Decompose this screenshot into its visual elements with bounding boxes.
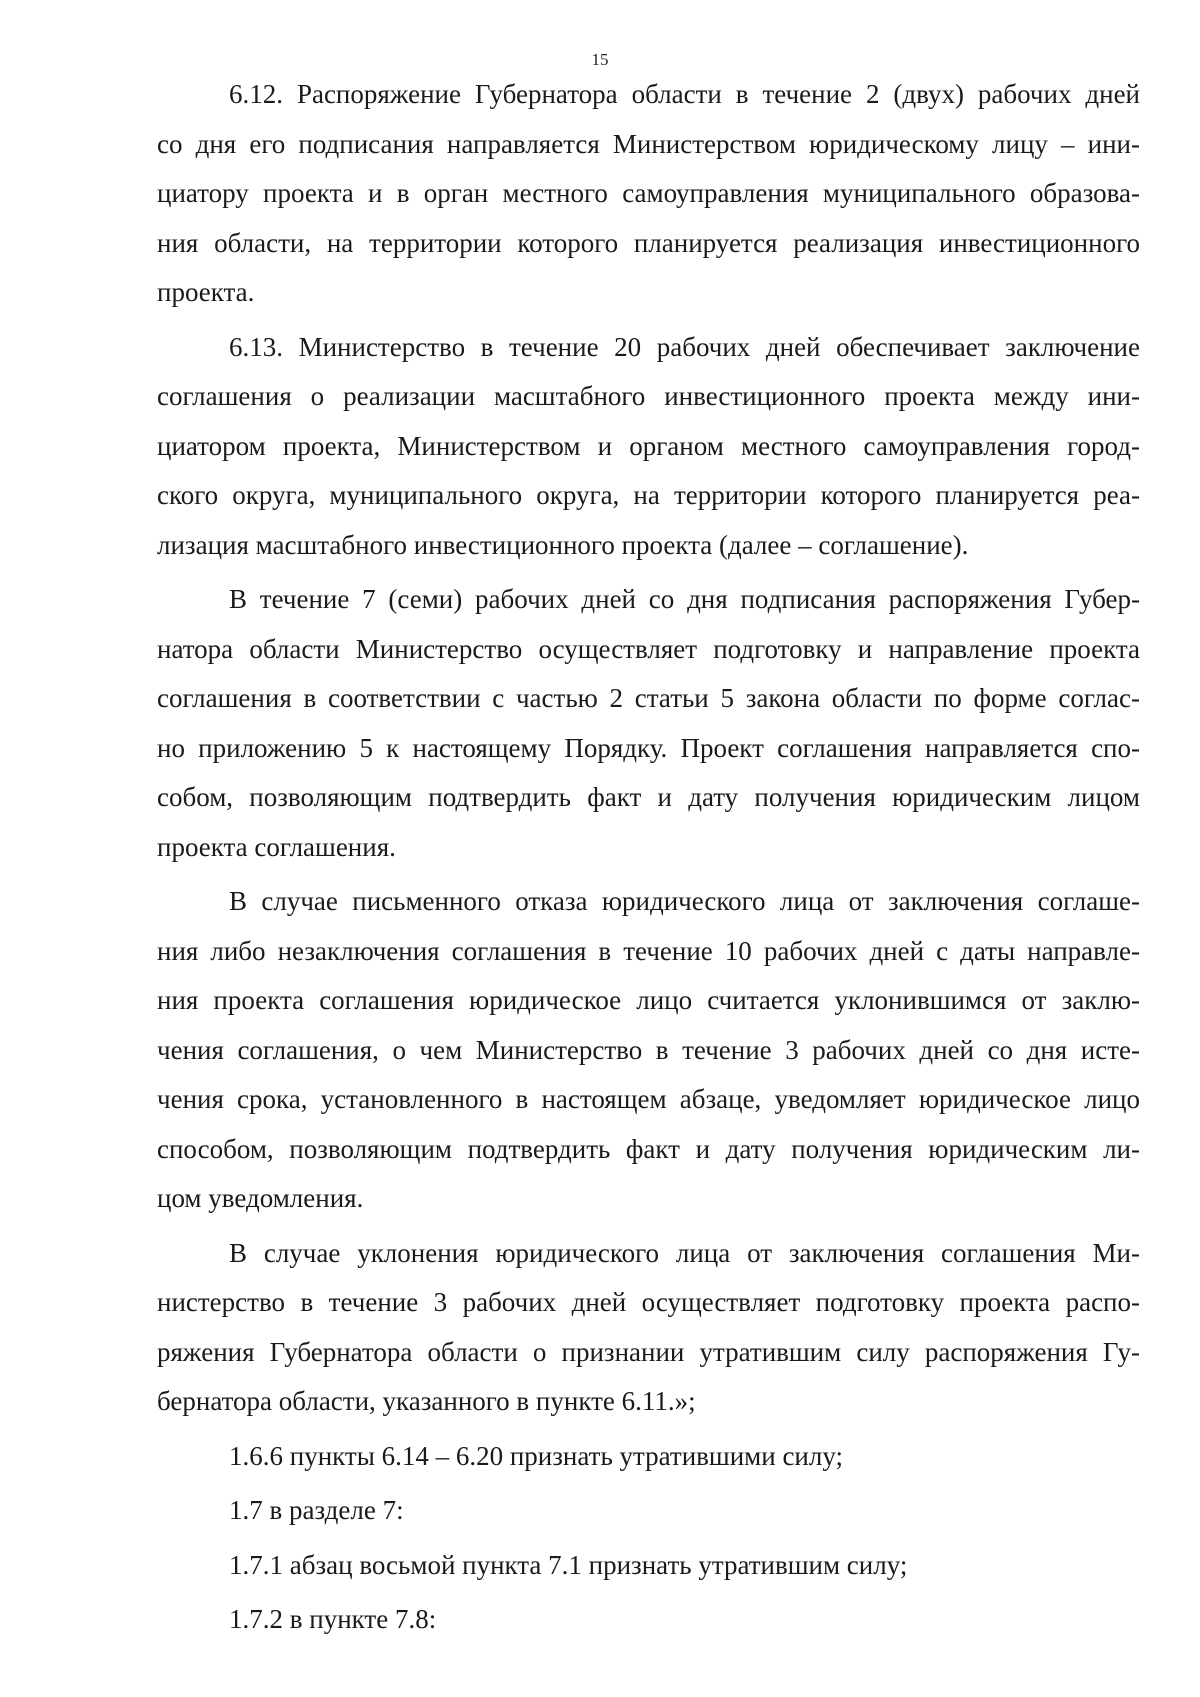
paragraph-agreement-preparation <box>157 575 1140 872</box>
text-line: чения срока, установленного в настоящем абзаце, уведомляет юридическое лицо <box>157 1084 1140 1114</box>
paragraph-refusal <box>157 877 1140 1224</box>
text-line: ния либо незаключения соглашения в течение 10 рабочих дней с даты направле- <box>157 935 1140 966</box>
text-line: ния проекта соглашения юридическое лицо считается уклонившимся от заклю- <box>157 985 1140 1015</box>
text-line: 1.7.2 в пункте 7.8: <box>229 1604 437 1634</box>
text-line: ского округа, муниципального округа, на территории которого планируется реа- <box>157 480 1140 510</box>
text-line: собом, позволяющим подтвердить факт и дату получения юридическим лицом <box>157 782 1140 812</box>
text-line: В случае уклонения юридического лица от заключения соглашения Ми- <box>229 1237 1140 1268</box>
paragraph-1-6-6 <box>157 1432 1140 1482</box>
paragraph-6-13 <box>157 323 1140 571</box>
paragraph-1-7 <box>157 1486 1140 1536</box>
text-line: 1.7.1 абзац восьмой пункта 7.1 признать утратившим силу; <box>229 1549 908 1580</box>
text-line: циатору проекта и в орган местного самоуправления муниципального образова- <box>157 178 1140 208</box>
paragraph-evasion <box>157 1229 1140 1427</box>
paragraph-1-7-1 <box>157 1541 1140 1591</box>
text-line: лизация масштабного инвестиционного проекта (далее – соглашение). <box>157 529 969 560</box>
text-line: соглашения о реализации масштабного инвестиционного проекта между ини- <box>157 381 1140 411</box>
text-line: проекта соглашения. <box>157 831 396 862</box>
document-body <box>157 70 1140 1645</box>
text-line: чения соглашения, о чем Министерство в течение 3 рабочих дней со дня исте- <box>157 1034 1140 1065</box>
text-line: натора области Министерство осуществляет подготовку и направление проекта <box>157 633 1140 664</box>
text-line: проекта. <box>157 277 255 307</box>
text-line: циатором проекта, Министерством и органом местного самоуправления город- <box>157 430 1140 461</box>
text-line: 6.12. Распоряжение Губернатора области в течение 2 (двух) рабочих дней <box>229 79 1140 109</box>
text-line: но приложению 5 к настоящему Порядку. Проект соглашения направляется спо- <box>157 732 1140 763</box>
text-line: способом, позволяющим подтвердить факт и дату получения юридическим ли- <box>157 1133 1140 1164</box>
text-line: 1.6.6 пункты 6.14 – 6.20 признать утратившими силу; <box>229 1440 843 1471</box>
text-line: со дня его подписания направляется Министерством юридическому лицу – ини- <box>157 128 1140 159</box>
text-line: 1.7 в разделе 7: <box>229 1495 404 1525</box>
text-line: нистерство в течение 3 рабочих дней осуществляет подготовку проекта распо- <box>157 1287 1140 1317</box>
text-line: соглашения в соответствии с частью 2 статьи 5 закона области по форме соглас- <box>157 683 1140 713</box>
paragraph-6-12 <box>157 70 1140 318</box>
text-line: бернатора области, указанного в пункте 6.11.»; <box>157 1386 696 1416</box>
paragraph-1-7-2 <box>157 1595 1140 1645</box>
text-line: 6.13. Министерство в течение 20 рабочих дней обеспечивает заключение <box>229 331 1140 362</box>
page-number: 15 <box>591 50 609 69</box>
text-line: цом уведомления. <box>157 1183 364 1213</box>
text-line: В случае письменного отказа юридического лица от заключения соглаше- <box>229 886 1140 916</box>
text-line: ния области, на территории которого планируется реализация инвестиционного <box>157 227 1140 258</box>
text-line: ряжения Губернатора области о признании утратившим силу распоряжения Гу- <box>157 1336 1140 1367</box>
text-line: В течение 7 (семи) рабочих дней со дня подписания распоряжения Губер- <box>229 584 1140 614</box>
